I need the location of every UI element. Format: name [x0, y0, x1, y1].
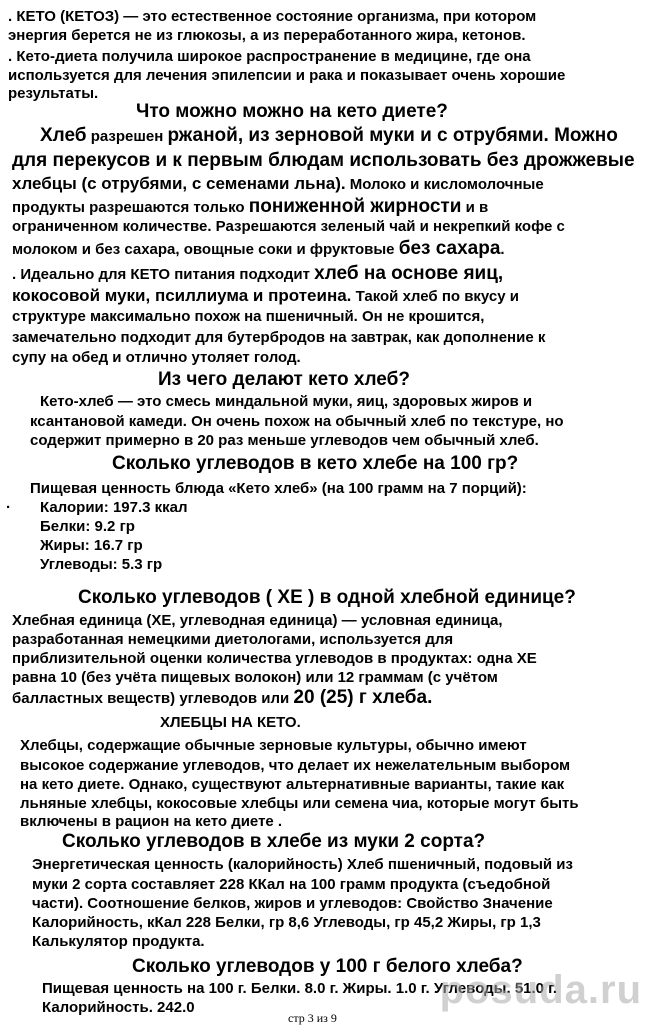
heading-white-bread: Сколько углеводов у 100 г белого хлеба?: [132, 956, 523, 977]
bread-line-7: . Идеально для КЕТО питания подходит хлеб на основе яиц,: [12, 263, 504, 284]
heading-crispbreads: ХЛЕБЦЫ НА КЕТО.: [160, 714, 301, 731]
grade2-line-5: Калькулятор продукта.: [32, 933, 205, 950]
list-bullet: ·: [6, 499, 11, 516]
grade2-line-1: Энергетическая ценность (калорийность) Хлеб пшеничный, подовый из: [32, 856, 573, 873]
crisp-line-1: Хлебцы, содержащие обычные зерновые культуры, обычно имеют: [20, 737, 527, 754]
intro-line-5: результаты.: [8, 85, 99, 102]
keto-bread-line-2: ксантановой камеди. Он очень похож на обычный хлеб по текстуре, но: [30, 413, 564, 430]
grade2-line-3: части). Соотношение белков, жиров и углеводов: Свойство Значение: [32, 895, 553, 912]
grade2-line-2: муки 2 сорта составляет 228 ККал на 100 грамм продукта (съедобной: [32, 876, 551, 893]
xe-line-2: разработанная немецкими диетологами, используется для: [12, 631, 454, 648]
nutrition-fat: Жиры: 16.7 гр: [40, 537, 143, 554]
bread-line-10: замечательно подходит для бутербродов на завтрак, как дополнение к: [12, 329, 546, 346]
heading-carbs-100g: Сколько углеводов в кето хлебе на 100 гр?: [112, 453, 519, 474]
xe-line-1: Хлебная единица (ХЕ, углеводная единица) — условная единица,: [12, 612, 503, 629]
crisp-line-3: на кето диете. Однако, существуют альтернативные варианты, такие как: [20, 776, 565, 793]
crisp-line-5: включены в рацион на кето диете .: [20, 813, 283, 830]
keto-bread-line-3: содержит примерно в 20 раз меньше углеводов чем обычный хлеб.: [30, 432, 539, 449]
bread-line-6: молоком и без сахара, овощные соки и фруктовые без сахара.: [12, 238, 505, 259]
crisp-line-2: высокое содержание углеводов, что делает их нежелательным выбором: [20, 757, 571, 774]
page-number: стр 3 из 9: [288, 1011, 337, 1025]
intro-line-3: . Кето-диета получила широкое распространение в медицине, где она: [8, 48, 531, 65]
white-bread-line-2: Калорийность. 242.0: [42, 999, 195, 1016]
intro-line-2: энергия берется не из глюкозы, а из переработанного жира, кетонов.: [8, 27, 526, 44]
keto-bread-line-1: Кето-хлеб — это смесь миндальной муки, яиц, здоровых жиров и: [40, 393, 533, 410]
bread-line-9: структуре максимально похож на пшеничный. Он не крошится,: [12, 308, 485, 325]
bread-line-5: ограниченном количестве. Разрешаются зеленый чай и некрепкий кофе с: [12, 218, 565, 235]
nutrition-carbs: Углеводы: 5.3 гр: [40, 556, 163, 573]
crisp-line-4: льняные хлебцы, кокосовые хлебцы или семена чиа, которые могут быть: [20, 795, 579, 812]
bread-line-8: кокосовой муки, псиллиума и протеина. Такой хлеб по вкусу и: [12, 286, 519, 305]
intro-line-1: . КЕТО (КЕТОЗ) — это естественное состояние организма, при котором: [8, 8, 537, 25]
grade2-line-4: Калорийность, кКал 228 Белки, гр 8,6 Углеводы, гр 45,2 Жиры, гр 1,3: [32, 914, 541, 931]
watermark-logo: posuda.ru: [439, 968, 642, 1012]
xe-line-4: равна 10 (без учёта пищевых волокон) или 12 граммам (с учётом: [12, 669, 498, 686]
heading-what-can: Что можно можно на кето диете?: [136, 101, 448, 122]
heading-grade2-flour: Сколько углеводов в хлебе из муки 2 сорта?: [62, 831, 486, 852]
intro-line-4: используется для лечения эпилепсии и рака и показывает очень хорошие: [8, 67, 566, 84]
bread-line-11: супу на обед и отлично утоляет голод.: [12, 349, 301, 366]
heading-bread-unit: Сколько углеводов ( ХЕ ) в одной хлебной единице?: [78, 587, 576, 608]
nutrition-calories: Калории: 197.3 ккал: [40, 499, 188, 516]
bread-line-2: для перекусов и к первым блюдам использовать без дрожжевые: [12, 150, 635, 171]
nutrition-protein: Белки: 9.2 гр: [40, 518, 135, 535]
bread-line-1: Хлеб разрешен ржаной, из зерновой муки и с отрубями. Можно: [40, 125, 618, 146]
bread-line-4: продукты разрешаются только пониженной жирности и в: [12, 196, 489, 217]
white-bread-line-1: Пищевая ценность на 100 г. Белки. 8.0 г. Жиры. 1.0 г. Углеводы. 51.0 г.: [42, 980, 558, 997]
bread-line-3: хлебцы (с отрубями, с семенами льна). Молоко и кисломолочные: [12, 174, 544, 193]
heading-made-of: Из чего делают кето хлеб?: [158, 369, 410, 390]
xe-line-3: приблизительной оценки количества углеводов в продуктах: одна ХЕ: [12, 650, 537, 667]
nutrition-intro: Пищевая ценность блюда «Кето хлеб» (на 100 грамм на 7 порций):: [30, 480, 527, 497]
xe-line-5: балластных веществ) углеводов или 20 (25) г хлеба.: [12, 687, 433, 708]
